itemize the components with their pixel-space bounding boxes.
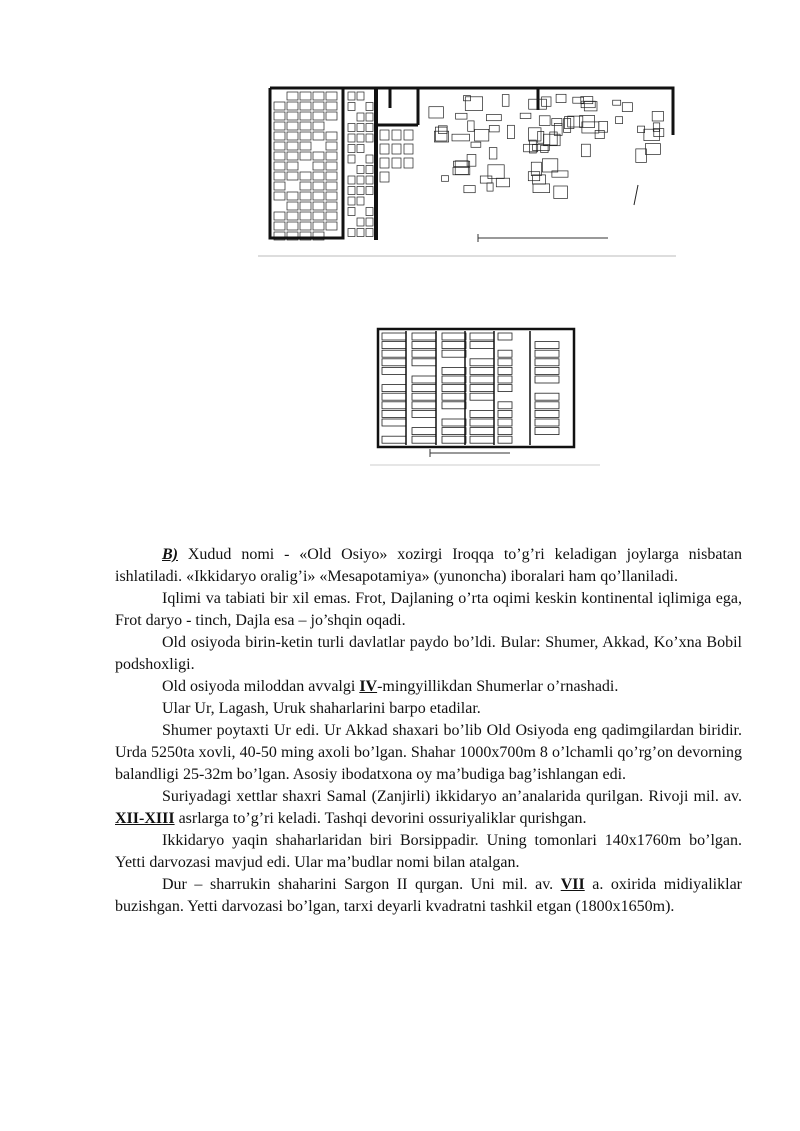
paragraph-text: Old osiyoda birin-ketin turli davlatlar paydo bo’ldi. Bular: Shumer, Akkad, Ko’xna Bobil podshoxligi. <box>115 634 742 673</box>
paragraph-text: asrlarga to’g’ri keladi. Tashqi devorini ossuriyaliklar qurishgan. <box>174 810 587 827</box>
section-marker: B) <box>162 546 178 563</box>
paragraph-text: -mingyillikdan Shumerlar o’rnashadi. <box>377 678 619 695</box>
paragraph <box>115 698 742 720</box>
paragraph <box>115 720 742 786</box>
paragraph-text: a. oxirida midiyaliklar buzishgan. Yetti darvozasi bo’lgan, tarxi deyarli kvadratni tashkil etgan (1800x1650m). <box>115 876 742 915</box>
paragraph <box>115 830 742 874</box>
paragraph <box>115 786 742 830</box>
paragraph-text: Dur – sharrukin shaharini Sargon II qurgan. Uni mil. av. <box>162 876 561 893</box>
paragraph-text: Xudud nomi - «Old Osiyo» xozirgi Iroqqa to’g’ri keladigan joylarga nisbatan ishlatiladi. «Ikkidaryo oralig’i» «Mesapotamiya» (yunoncha) iboralari ham qo’llaniladi. <box>115 546 742 585</box>
paragraph-text: Suriyadagi xettlar shaxri Samal (Zanjirli) ikkidaryo an’analarida qurilgan. Rivoji mil. av. <box>162 788 742 805</box>
body-text <box>115 544 742 918</box>
paragraph-text: Iqlimi va tabiati bir xil emas. Frot, Dajlaning o’rta oqimi keskin kontinental iqlimiga ega, Frot daryo - tinch, Dajla esa – jo’shqin oqadi. <box>115 590 742 629</box>
paragraph <box>115 544 742 588</box>
city-plan-top <box>258 80 676 265</box>
paragraph <box>115 588 742 632</box>
emphasized-numeral: IV <box>359 678 378 695</box>
figure-area <box>170 75 685 530</box>
emphasized-numeral: XII-XIII <box>115 810 175 827</box>
paragraph-text: Ikkidaryo yaqin shaharlaridan biri Borsippadir. Uning tomonlari 140x1760m bo’lgan. Yetti darvozasi mavjud edi. Ular ma’budlar nomi bilan atalgan. <box>115 832 742 871</box>
paragraph <box>115 632 742 676</box>
paragraph-text: Shumer poytaxti Ur edi. Ur Akkad shaxari bo’lib Old Osiyoda eng qadimgilardan biridir. Urda 5250ta xovli, 40-50 ming axoli bo’lgan. Shahar 1000x700m 8 o’lchamli qo’rg’on devorning balandligi 25-32m bo’lgan. Asosiy ibodatxona oy ma’budiga bag’ishlangan edi. <box>115 722 742 783</box>
city-plan-bottom <box>370 323 600 471</box>
emphasized-numeral: VII <box>560 876 585 893</box>
paragraph <box>115 874 742 918</box>
paragraph-text: Ular Ur, Lagash, Uruk shaharlarini barpo etadilar. <box>162 700 481 717</box>
paragraph-text: Old osiyoda miloddan avvalgi <box>162 678 360 695</box>
paragraph <box>115 676 742 698</box>
